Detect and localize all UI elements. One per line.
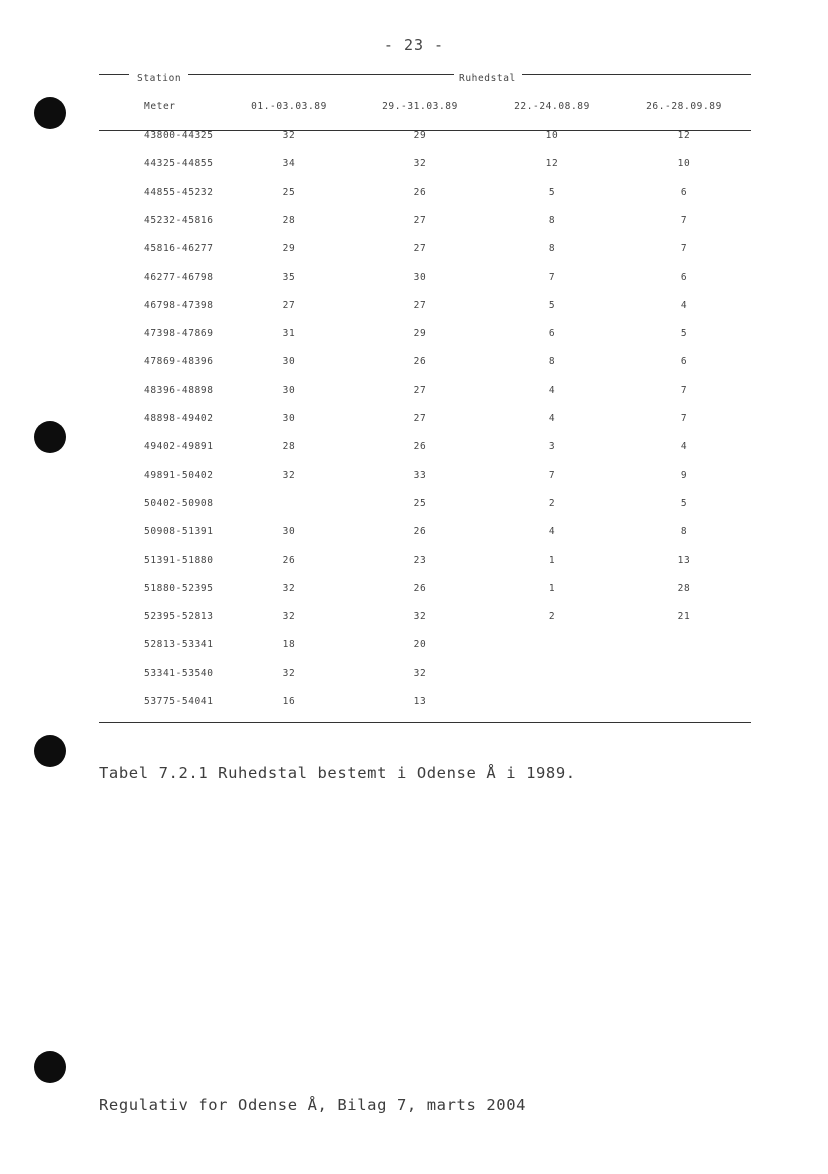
table-caption: Tabel 7.2.1 Ruhedstal bestemt i Odense Å i 1989.: [99, 764, 576, 782]
punch-hole: [34, 735, 66, 767]
station-cell: 47869-48396: [144, 356, 214, 367]
punch-hole: [34, 97, 66, 129]
station-cell: 47398-47869: [144, 328, 214, 339]
value-cell: 29: [282, 243, 296, 254]
value-cell: 7: [680, 243, 688, 254]
page-footer: Regulativ for Odense Å, Bilag 7, marts 2004: [99, 1096, 527, 1114]
value-cell: 30: [282, 413, 296, 424]
value-cell: 28: [282, 441, 296, 452]
value-cell: 7: [548, 272, 556, 283]
station-cell: 52395-52813: [144, 611, 214, 622]
station-cell: 51391-51880: [144, 555, 214, 566]
value-cell: 26: [413, 187, 427, 198]
station-cell: 49891-50402: [144, 470, 214, 481]
value-cell: 34: [282, 158, 296, 169]
value-cell: 28: [282, 215, 296, 226]
value-cell: 4: [680, 300, 688, 311]
value-cell: 35: [282, 272, 296, 283]
value-cell: 25: [413, 498, 427, 509]
value-cell: 27: [413, 215, 427, 226]
value-cell: 23: [413, 555, 427, 566]
table-bottom-rule: [99, 722, 751, 723]
value-cell: 27: [413, 243, 427, 254]
punch-hole: [34, 1051, 66, 1083]
value-cell: 8: [548, 243, 556, 254]
value-cell: 26: [282, 555, 296, 566]
station-cell: 51880-52395: [144, 583, 214, 594]
value-cell: 29: [413, 328, 427, 339]
value-cell: 5: [548, 300, 556, 311]
station-cell: 45816-46277: [144, 243, 214, 254]
station-cell: 46798-47398: [144, 300, 214, 311]
value-cell: 2: [548, 611, 556, 622]
header-date: 26.-28.09.89: [646, 101, 722, 112]
station-cell: 48396-48898: [144, 385, 214, 396]
station-cell: 44855-45232: [144, 187, 214, 198]
value-cell: 27: [413, 385, 427, 396]
value-cell: 16: [282, 696, 296, 707]
station-cell: 50908-51391: [144, 526, 214, 537]
value-cell: 9: [680, 470, 688, 481]
value-cell: 18: [282, 639, 296, 650]
value-cell: 7: [680, 385, 688, 396]
value-cell: 6: [680, 356, 688, 367]
value-cell: 26: [413, 583, 427, 594]
value-cell: 20: [413, 639, 427, 650]
station-cell: 52813-53341: [144, 639, 214, 650]
value-cell: 13: [677, 555, 691, 566]
value-cell: 30: [282, 526, 296, 537]
value-cell: 28: [677, 583, 691, 594]
value-cell: 12: [545, 158, 559, 169]
value-cell: 8: [548, 356, 556, 367]
value-cell: 32: [282, 470, 296, 481]
punch-hole: [34, 421, 66, 453]
value-cell: 32: [282, 583, 296, 594]
value-cell: 7: [680, 413, 688, 424]
value-cell: 7: [548, 470, 556, 481]
header-date: 22.-24.08.89: [514, 101, 590, 112]
value-cell: 10: [677, 158, 691, 169]
header-meter: Meter: [144, 101, 176, 112]
header-date: 29.-31.03.89: [382, 101, 458, 112]
value-cell: 30: [282, 385, 296, 396]
value-cell: 4: [680, 441, 688, 452]
value-cell: 6: [548, 328, 556, 339]
value-cell: 27: [413, 413, 427, 424]
value-cell: 7: [680, 215, 688, 226]
value-cell: 26: [413, 526, 427, 537]
value-cell: 32: [413, 668, 427, 679]
page-number: - 23 -: [383, 36, 445, 54]
value-cell: 8: [548, 215, 556, 226]
value-cell: 10: [545, 130, 559, 141]
value-cell: 4: [548, 413, 556, 424]
table-top-rule: [188, 74, 454, 75]
station-cell: 53775-54041: [144, 696, 214, 707]
station-cell: 53341-53540: [144, 668, 214, 679]
header-date: 01.-03.03.89: [251, 101, 327, 112]
value-cell: 30: [282, 356, 296, 367]
table-top-rule: [99, 74, 129, 75]
value-cell: 5: [548, 187, 556, 198]
value-cell: 8: [680, 526, 688, 537]
station-cell: 46277-46798: [144, 272, 214, 283]
value-cell: 27: [413, 300, 427, 311]
value-cell: 32: [282, 130, 296, 141]
station-cell: 50402-50908: [144, 498, 214, 509]
value-cell: 26: [413, 441, 427, 452]
value-cell: 6: [680, 187, 688, 198]
value-cell: 32: [413, 158, 427, 169]
value-cell: 1: [548, 583, 556, 594]
station-cell: 44325-44855: [144, 158, 214, 169]
value-cell: 32: [282, 611, 296, 622]
station-cell: 43800-44325: [144, 130, 214, 141]
value-cell: 2: [548, 498, 556, 509]
value-cell: 3: [548, 441, 556, 452]
header-station: Station: [137, 73, 182, 84]
value-cell: 5: [680, 498, 688, 509]
station-cell: 48898-49402: [144, 413, 214, 424]
station-cell: 45232-45816: [144, 215, 214, 226]
value-cell: 27: [282, 300, 296, 311]
value-cell: 5: [680, 328, 688, 339]
value-cell: 13: [413, 696, 427, 707]
value-cell: 1: [548, 555, 556, 566]
value-cell: 31: [282, 328, 296, 339]
value-cell: 33: [413, 470, 427, 481]
value-cell: 29: [413, 130, 427, 141]
value-cell: 30: [413, 272, 427, 283]
value-cell: 26: [413, 356, 427, 367]
value-cell: 21: [677, 611, 691, 622]
value-cell: 4: [548, 385, 556, 396]
value-cell: 4: [548, 526, 556, 537]
value-cell: 6: [680, 272, 688, 283]
header-ruhedstal: Ruhedstal: [459, 73, 516, 84]
table-top-rule: [522, 74, 751, 75]
value-cell: 32: [413, 611, 427, 622]
value-cell: 32: [282, 668, 296, 679]
value-cell: 12: [677, 130, 691, 141]
value-cell: 25: [282, 187, 296, 198]
station-cell: 49402-49891: [144, 441, 214, 452]
